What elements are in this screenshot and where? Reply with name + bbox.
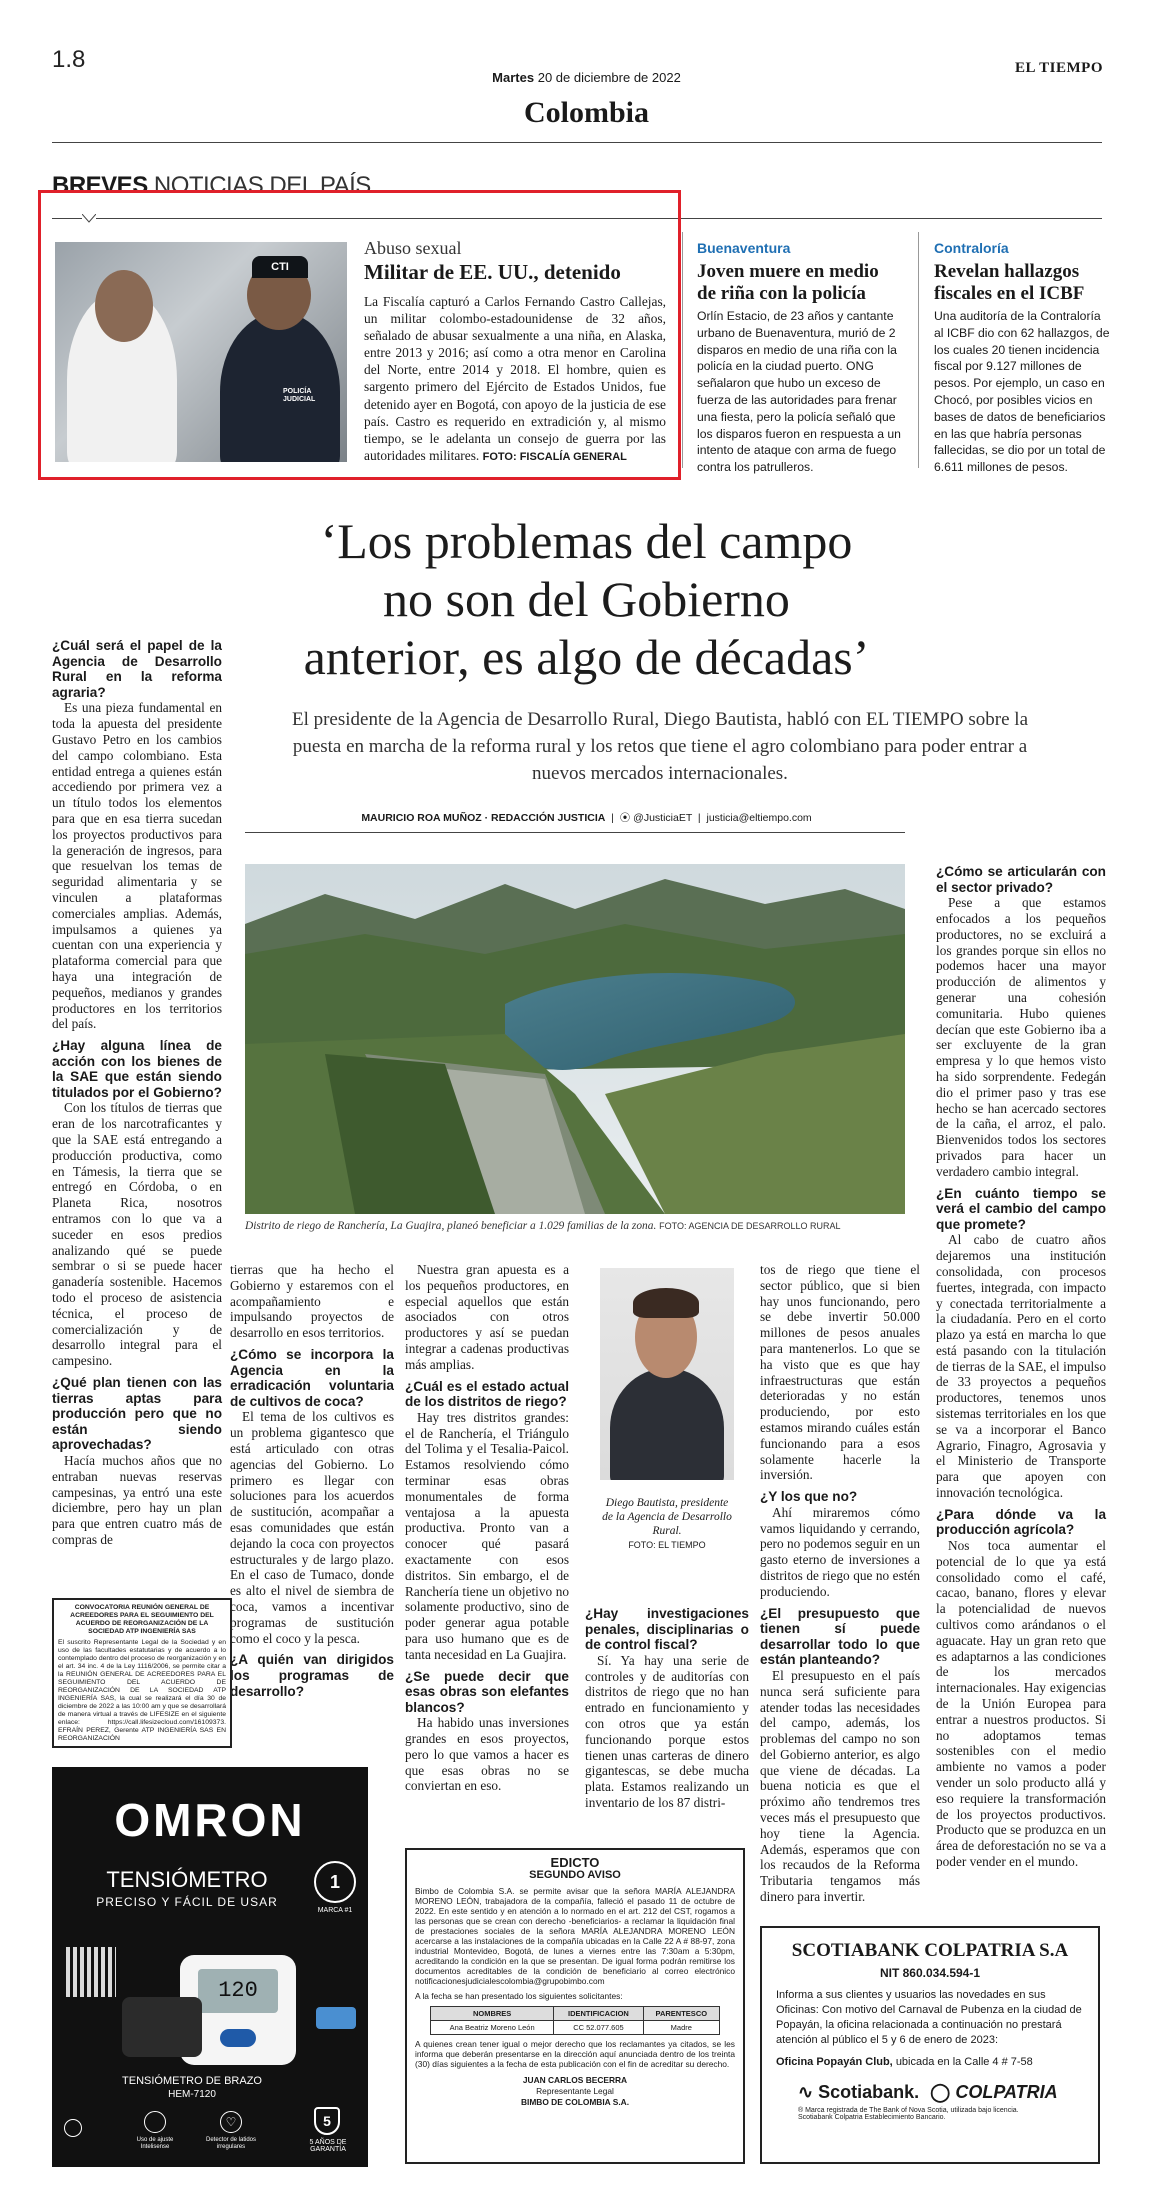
scotia-logo-2: COLPATRIA: [955, 2082, 1058, 2102]
edicto-signer: JUAN CARLOS BECERRA: [522, 2075, 628, 2085]
headline-line-1: ‘Los problemas del campo: [320, 513, 853, 569]
edicto-row-name: Ana Beatriz Moreno León: [431, 2021, 554, 2035]
byline: MAURICIO ROA MUÑOZ · REDACCIÓN JUSTICIA | ⦿ @JusticiaET | justicia@eltiempo.com: [361, 812, 812, 824]
breve-kicker: Abuso sexual: [364, 238, 462, 258]
article-col-6: [936, 864, 1106, 1870]
date-rest: 20 de diciembre de 2022: [537, 70, 681, 85]
omron-feature-2: Detector de latidos irregulares: [205, 2137, 257, 2150]
edicto-subtitle: SEGUNDO AVISO: [529, 1869, 621, 1881]
col5-answer-2: El presupuesto en el país nunca será suficiente para atender todas las necesidades del campo, además, los problemas del campo no son del Gobierno anterior, es algo que viene de décadas. La buena noticia es que el próximo año tendremos tres veces más el presupuesto que hoy tiene la Agencia. Además, esperamos que con los recaudos de la Reforma Tributaria tengamos más dinero para invertir.: [760, 1667, 920, 1905]
scotia-fine-1: ® Marca registrada de The Bank of Nova Scotia, utilizada bajo licencia.: [798, 2107, 1019, 2114]
page-number: 1.8: [52, 46, 86, 73]
col2-question-2: ¿A quién van dirigidos los programas de desarrollo?: [230, 1652, 394, 1699]
edicto-row-rel: Madre: [643, 2021, 719, 2035]
date-day: Martes: [492, 70, 535, 85]
col2-answer-0: tierras que ha hecho el Gobierno y estaremos con el acompañamiento e impulsando proyectos de desarrollo en esos territorios.: [230, 1262, 394, 1341]
omron-product: TENSIÓMETRO: [106, 1867, 268, 1892]
omron-tagline: PRECISO Y FÁCIL DE USAR: [96, 1895, 278, 1909]
article-col-2: [230, 1262, 394, 1699]
dateline: [0, 70, 1173, 85]
portrait-caption: [600, 1496, 734, 1552]
byline-author: MAURICIO ROA MUÑOZ · REDACCIÓN JUSTICIA: [361, 812, 606, 824]
headline-line-2: no son del Gobierno: [383, 571, 790, 627]
omron-feature-3: 5 AÑOS DE GARANTÍA: [309, 2139, 347, 2153]
warranty-shield-icon: 5: [314, 2107, 340, 2135]
scotia-office: [762, 2048, 1098, 2068]
cuff-image: [122, 1997, 202, 2057]
scotia-nit: NIT 860.034.594-1: [879, 1966, 981, 1980]
breve-body-text: La Fiscalía capturó a Carlos Fernando Castro Callejas, un militar colombo-estadounidense de 32 años, señalado de abusar sexualmente a una niña, en Alaska, entre 2013 y 2016; así como a otra menor en Carolina del Norte, entre 2014 y 2018. El hombre, quien es sargento primero del Ejército de Estados Unidos, fue detenido ayer en Bogotá, con apoyo de la justicia de ese país. Castro es requerido en extradición y, al mismo tiempo, se le adelanta un consejo de guerra por las autoridades militares.: [364, 294, 666, 463]
col3-answer-2: Ha habido unas inversiones grandes en esos proyectos, pero lo que vamos a hacer es que esas obras no se conviertan en eso.: [405, 1715, 569, 1794]
col4-question-1: ¿Hay investigaciones penales, disciplinarias o de control fiscal?: [585, 1606, 749, 1653]
edicto-col-id: IDENTIFICACION: [554, 2007, 643, 2021]
breves-separator-1: [682, 232, 683, 468]
breve2-body: Orlín Estacio, de 23 años y cantante urbano de Buenaventura, murió de 2 disparos en medio de una riña con la policía en la ciudad puerto. ONG señalaron que hubo un exceso de fuerza de las autoridades para frenar una fiesta, pero la policía señaló que los disparos fueron en respuesta a un intento de ataque con arma de fuego contra los patrulleros.: [697, 309, 901, 475]
photo-caption: [245, 1220, 905, 1232]
col1-answer-2: Con los títulos de tierras que eran de los narcotraficantes y que la SAE está entregando a producción productiva, como en Támesis, la tierra que se entregó en Córdoba, o en Planeta Rica, nosotros entramos con lo que va a suceder en esos predios analizando qué se puede sembrar o si se puede hacer ganadería sostenible. Hacemos todo el proceso de asistencia técnica, el proceso de comercialización y de desarrollo integral para el campesino.: [52, 1100, 222, 1369]
omron-model: TENSIÓMETRO DE BRAZO: [122, 2075, 262, 2087]
breves-separator-2: [918, 232, 919, 468]
article-lead: El presidente de la Agencia de Desarrollo Rural, Diego Bautista, habló con EL TIEMPO sobre la puesta en marcha de la reforma rural y los retos que tiene el agro colombiano para poder entrar a nuevos mercados internacionales.: [291, 709, 1029, 784]
photo-head-1: [95, 270, 153, 342]
col1-answer-3: Hacía muchos años que no entraban nuevas reservas campesinas, ya entró una este diciembre, pero hay un plan para que entren cuatro más de compras de: [52, 1453, 222, 1547]
masthead: EL TIEMPO: [1015, 60, 1103, 76]
heartbeat-icon: ♡: [220, 2111, 242, 2133]
omron-badge: MARCA #1: [317, 1907, 353, 1914]
breve-body: [364, 293, 666, 466]
portrait-photo: [600, 1268, 734, 1480]
edicto-signer-role: Representante Legal: [536, 2086, 614, 2096]
omron-feature-1: Uso de ajuste Intelisense: [136, 2137, 174, 2150]
device-button: [220, 2029, 256, 2047]
device-screen: 120: [198, 1969, 278, 2013]
portrait-caption-text: Diego Bautista, presidente de la Agencia de Desarrollo Rural.: [602, 1497, 732, 1537]
edicto-table-intro: A la fecha se han presentado los siguientes solicitantes:: [415, 1991, 623, 2001]
col1-answer-1: Es una pieza fundamental en toda la apuesta del presidente Gustavo Petro en los cambios del campo colombiano. Esta entidad entrega a quienes están accediendo por primera vez a un título todos los elementos para que en esa tierra sucedan los proyectos productivos para la generación de ingresos, para que resuelvan los temas de seguridad alimentaria y se vinculen a plataformas comerciales amplias. Además, impulsamos a quienes ya cuentan con una experiencia y plataforma comercial para que haya una integración de pequeños, medianos y grandes productores en los territorios del país.: [52, 700, 222, 1032]
breves-label-bold: BREVES: [52, 172, 148, 199]
intellisense-icon: [144, 2111, 166, 2133]
breve2-title: Joven muere en medio de riña con la policía: [697, 261, 879, 304]
col6-question-2: ¿En cuánto tiempo se verá el cambio del campo que promete?: [936, 1185, 1106, 1232]
edicto-col-rel: PARENTESCO: [643, 2007, 719, 2021]
scotia-office-address: ubicada en la Calle 4 # 7-58: [895, 2056, 1033, 2068]
edicto-notice: [405, 1848, 745, 2164]
scotia-body: Informa a sus clientes y usuarios las novedades en sus Oficinas: Con motivo del Carnaval de Pubenza en la ciudad de Popayán, la oficina relacionada a continuación no prestará atención al público el 5 y 6 de enero de 2023:: [776, 1989, 1082, 2046]
legal-notice-title: CONVOCATORIA REUNIÓN GENERAL DE ACREEDORES PARA EL SEGUIMIENTO DEL ACUERDO DE REORGANIZACIÓN DE LA SOCIEDAD ATP INGENIERÍA SAS: [70, 1604, 214, 1635]
scotia-logo-icon: ∿: [798, 2082, 814, 2102]
col6-answer-2: Al cabo de cuatro años dejaremos una institución consolidada, con procesos fuertes, integrada, con impacto y conectada territorialmente a la ciudadanía. Pero en el corto plazo ya está en marcha lo que está pasando con la titulación de tierras de la SAE, el impulso de 33 proyectos a pequeños productores, tenemos unos sistemas territoriales en los que se va a incorporar el Banco Agrario, Finagro, Agrosavia y el Ministerio de Transporte para que apoyen con innovación tecnológica.: [936, 1232, 1106, 1501]
article-photo: [245, 864, 905, 1214]
qr-code-icon: [66, 1947, 116, 1997]
colpatria-logo-icon: ◯: [930, 2082, 951, 2102]
col3-answer-0: Nuestra gran apuesta es a los pequeños productores, en especial aquellos que están asociados con otros productores y así se puedan integrar a cadenas productivas más amplias.: [405, 1262, 569, 1372]
edicto-col-names: NOMBRES: [431, 2007, 554, 2021]
col3-question-2: ¿Se puede decir que esas obras son elefantes blancos?: [405, 1668, 569, 1715]
article-col-5: [760, 1262, 920, 1905]
portrait-credit: FOTO: EL TIEMPO: [628, 1540, 706, 1550]
col1-question-2: ¿Hay alguna línea de acción con los bienes de la SAE que están siendo titulados por el Gobierno?: [52, 1038, 222, 1100]
col5-question-1: ¿Y los que no?: [760, 1489, 858, 1505]
omron-brand: OMRON: [114, 1794, 306, 1846]
col5-answer-0: tos de riego que tiene el sector público, que si bien hay unos funcionando, pero se debe invertir 50.000 millones de pesos anuales para mantenerlos. Lo que se ha visto que es que hay infraestructuras que están deterioradas y no están produciendo, por esto estamos mirando cuáles están funcionando para a esos solamente hacerle la inversión.: [760, 1262, 920, 1483]
edicto-body: Bimbo de Colombia S.A. se permite avisar que la señora MARÍA ALEJANDRA MORENO LEÓN, trabajadora de la compañía, falleció el pasado 11 de octubre de 2022. En este sentido y en atención a lo normado en el art. 212 del CST, rogamos a las personas que se crean con derecho -beneficiarios- a reclamar la liquidación final de prestaciones sociales de la señora MARÍA ALEJANDRA MORENO LEÓN acercarse a las instalaciones de la compañía ubicadas en la Calle 22 A # 88-97, zona industrial Montevideo, Bogotá, de lunes a viernes entre las 7:30am a 5:30pm, acreditando la condición en la que se presentan. De igual forma podrán remitirse los documentos acreditables de la condición de beneficiario al correo electrónico notificacionesjudicialescolombia@grupobimbo.com: [415, 1886, 735, 1986]
col6-answer-1: Pese a que estamos enfocados a los pequeños productores, no se excluirá a los grandes porque sin ellos no podemos hacer una mayor producción de alimentos y generar una cohesión comunitaria. Hubo quienes decían que este Gobierno iba a ser excluyente de la gran empresa y lo que hemos visto ha sido sorprendente. Fedegán dio el primer paso y tras ese hecho se han acercado sectores de la caña, el arroz, el palo. Bienvenidos todos los sectores privados para hacer un verdadero cambio integral.: [936, 895, 1106, 1179]
cti-cap: CTI: [252, 256, 308, 278]
scotia-logo-1: Scotiabank.: [818, 2082, 920, 2102]
twitter-icon: ⦿: [619, 812, 631, 824]
col1-question-3: ¿Qué plan tienen con las tierras aptas para producción pero que no están siendo aprovechadas?: [52, 1375, 222, 1453]
edicto-footer: A quienes crean tener igual o mejor derecho que los reclamantes ya citados, se les informa que deberán presentarse en la dirección aquí anunciada dentro de los treinta (30) días siguientes a la fecha de esta publicación con el fin de acreditar su derecho.: [415, 2039, 735, 2069]
header-rule: [52, 142, 1102, 143]
breve-photo: [55, 242, 347, 462]
byline-rule: [245, 832, 905, 833]
byline-twitter: @JusticiaET: [633, 812, 693, 824]
legal-notice-body: El suscrito Representante Legal de la Sociedad y en uso de las facultades estatutarias y de acuerdo a lo contemplado dentro del proceso de reorganización y en el art. 34 inc. 4 de la Ley 1116/2006, se permite citar a la REUNIÓN GENERAL DE ACREEDORES PARA EL SEGUIMIENTO DEL ACUERDO DE REORGANIZACIÓN DE LA SOCIEDAD ATP INGENIERÍA SAS, la cual se realizará el día 30 de diciembre de 2022 a las 10:00 am y que se desarrollará de manera virtual a través de LIFESIZE en el siguiente enlace: https://call.lifesizecloud.com/16109373. EFRAÍN PEREZ, Gerente ATP INGENIERÍA SAS EN REORGANIZACIÓN: [58, 1639, 226, 1742]
col3-question-1: ¿Cuál es el estado actual de los distritos de riego?: [405, 1378, 569, 1410]
edicto-table: [430, 2006, 720, 2035]
col1-question-1: ¿Cuál será el papel de la Agencia de Desarrollo Rural en la reforma agraria?: [52, 638, 222, 700]
section-title: Colombia: [523, 96, 649, 129]
col2-answer-1: El tema de los cultivos es un problema gigantesco que está articulado con otras agencias del Gobierno. Lo primero es llegar con soluciones para los acuerdos de sustitución, acompañar a esas comunidades que están dejando la coca con proyectos estructurales y de largo plazo. En el caso de Tumaco, donde es alto el nivel de siembra de coca, vamos a incentivar programas de sustitución como el coco y la pesca.: [230, 1409, 394, 1646]
edicto-signer-company: BIMBO DE COLOMBIA S.A.: [520, 2097, 630, 2107]
scotia-office-name: Oficina Popayán Club,: [776, 2056, 893, 2068]
connect-icon: [316, 2007, 356, 2029]
omron-model-code: HEM-7120: [168, 2089, 216, 2100]
byline-email: justicia@eltiempo.com: [706, 812, 812, 824]
col2-question-1: ¿Cómo se incorpora la Agencia en la erradicación voluntaria de cultivos de coca?: [230, 1346, 394, 1409]
col5-question-2: ¿El presupuesto que tienen sí puede desarrollar todo lo que están planteando?: [760, 1605, 920, 1668]
article-col-1: [52, 632, 222, 1548]
omron-ad: [52, 1767, 368, 2167]
scotia-fine-2: Scotiabank Colpatria Establecimiento Bancario.: [798, 2114, 946, 2121]
scotiabank-notice: [760, 1926, 1100, 2164]
breves-label-rest: NOTICIAS DEL PAÍS: [153, 172, 371, 199]
article-col-4: [585, 1600, 749, 1811]
scotia-title: SCOTIABANK COLPATRIA S.A: [791, 1940, 1069, 1961]
breve2-kicker: Buenaventura: [697, 240, 791, 256]
breve3-body: Una auditoría de la Contraloría al ICBF dio con 62 hallazgos, de los cuales 20 tienen incidencia fiscal por 9.127 millones de pesos. Por ejemplo, un caso en Chocó, por posibles vicios en bases de datos de beneficiarios en las que habría personas fallecidas, se dio por un total de 6.611 millones de pesos.: [934, 309, 1110, 475]
breve3-kicker: Contraloría: [934, 240, 1009, 256]
portrait-hair: [633, 1288, 699, 1318]
edicto-row-id: CC 52.077.605: [554, 2021, 643, 2035]
legal-notice: [52, 1598, 232, 1748]
portrait-body: [610, 1368, 724, 1480]
photo-figure-2: [220, 312, 340, 462]
col3-answer-1: Hay tres distritos grandes: el de Ranchería, el Triángulo del Tolima y el Tesalia-Paicol. Estamos resolviendo cómo terminar esas obras monumentales de forma ventajosa a la apuesta productiva. Pronto van a conocer qué pasará exactamente con esos distritos. Sin embargo, el de Ranchería tiene un objetivo no solamente productivo, sino de poder generar agua potable para uso humano que es de tanta necesidad en La Guajira.: [405, 1409, 569, 1662]
col5-answer-1: Ahí miraremos cómo vamos liquidando y cerrando, pero no podemos seguir en un gasto eterno de inversiones a distritos de riego que no estén produciendo.: [760, 1504, 920, 1599]
headline-line-3: anterior, es algo de décadas’: [303, 629, 870, 685]
breve-title: Militar de EE. UU., detenido: [364, 260, 621, 284]
col6-answer-3: Nos toca aumentar el potencial de lo que ya está consolidado como el café, cacao, banano, flores y elevar la potencialidad de nuevos cultivos como arándanos o el aguacate. Hay un gran reto que es adaptarnos a las condiciones de los mercados internacionales. Hay exigencias de la Unión Europea para entrar a nuestros productos. Si no adoptamos temas sostenibles con el medio ambiente no vamos a poder vender un solo producto allá y eso requiere la transformación de los proyectos productivos. Producto que se produzca en un área de deforestación no se va a poder vender en el mundo.: [936, 1538, 1106, 1869]
article-col-3: [405, 1262, 569, 1794]
col6-question-3: ¿Para dónde va la producción agrícola?: [936, 1506, 1106, 1538]
breve3-title: Revelan hallazgos fiscales en el ICBF: [934, 261, 1085, 304]
reservoir-illustration: [245, 864, 905, 1214]
seal-icon: [64, 2119, 82, 2137]
photo-credit: FOTO: AGENCIA DE DESARROLLO RURAL: [659, 1221, 841, 1231]
table-row: [431, 2021, 720, 2035]
scotia-logos: [762, 2068, 1098, 2103]
col4-answer-1: Sí. Ya hay una serie de controles y de auditorías con distritos de riego que no han entrado en funcionamiento y con otros que ya están funcionando porque estos tienen unas carteras de dinero gigantescas, se debe mucha plata. Estamos realizando un inventario de los 87 distri-: [585, 1652, 749, 1810]
col6-question-1: ¿Cómo se articularán con el sector privado?: [936, 864, 1106, 895]
breve-credit: FOTO: FISCALÍA GENERAL: [482, 450, 627, 463]
vest-text: POLICÍA JUDICIAL: [283, 388, 316, 403]
photo-caption-text: Distrito de riego de Ranchería, La Guajira, planeó beneficiar a 1.029 familias de la zona.: [245, 1220, 657, 1232]
omron-badge-icon: 1: [314, 1861, 356, 1903]
edicto-title: EDICTO: [550, 1855, 600, 1870]
